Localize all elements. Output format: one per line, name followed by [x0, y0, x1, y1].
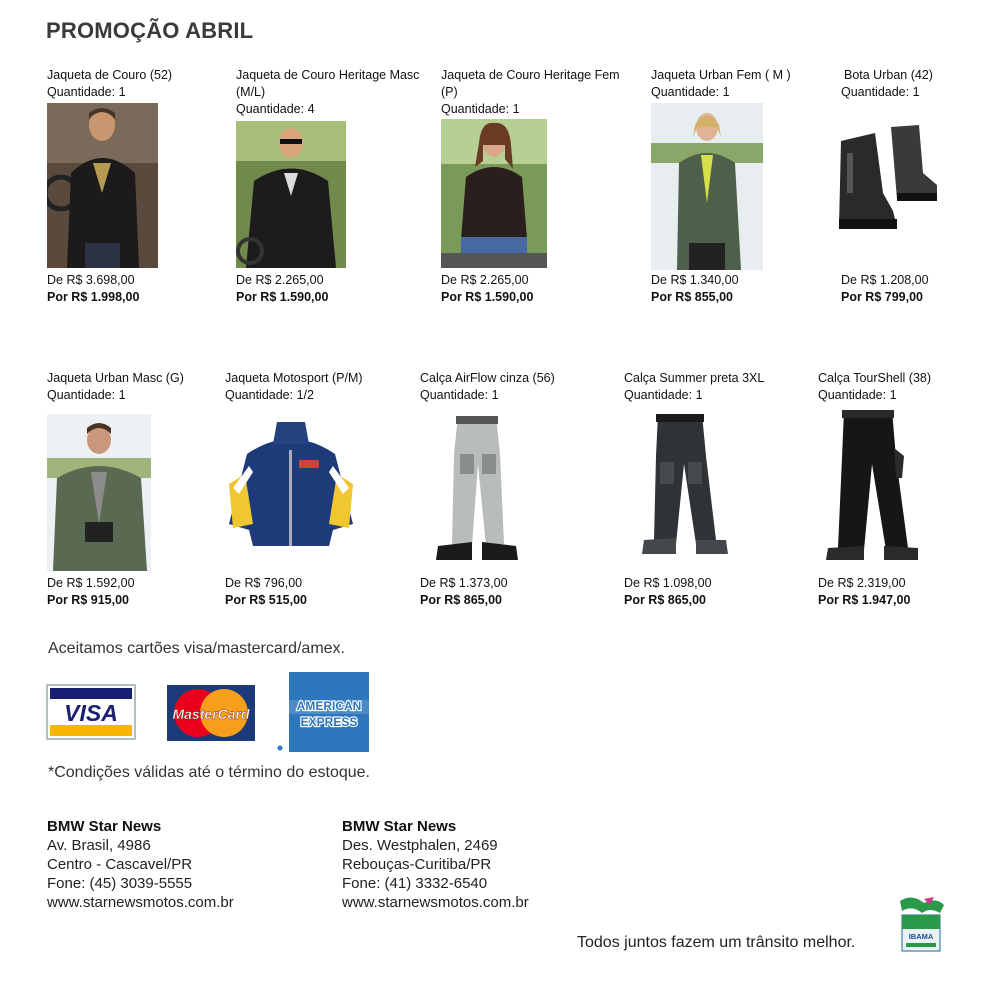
product-quantity: Quantidade: 1 [841, 85, 920, 99]
mastercard-label: MasterCard [172, 706, 250, 722]
store-city: Centro - Cascavel/PR [47, 856, 193, 873]
product-name: Jaqueta de Couro Heritage Fem (P) [441, 68, 620, 99]
product-card[interactable] [441, 67, 631, 304]
product-old-price: De R$ 1.098,00 [624, 576, 712, 590]
product-quantity: Quantidade: 1 [651, 85, 730, 99]
product-new-price: Por R$ 1.998,00 [47, 290, 140, 304]
product-name: Jaqueta Urban Masc (G) [47, 371, 184, 385]
product-quantity: Quantidade: 1 [47, 85, 126, 99]
product-old-price: De R$ 1.592,00 [47, 576, 135, 590]
product-name: Jaqueta de Couro (52) [47, 68, 173, 82]
payment-cards [46, 672, 376, 756]
product-card[interactable] [225, 370, 415, 607]
product-quantity: Quantidade: 1 [47, 388, 126, 402]
amex-label-2: EXPRESS [300, 715, 358, 729]
product-old-price: De R$ 1.340,00 [651, 273, 739, 287]
amex-logo [278, 672, 370, 752]
product-old-price: De R$ 1.208,00 [841, 273, 929, 287]
product-name: Jaqueta Urban Fem ( M ) [651, 68, 791, 82]
product-name: Calça Summer preta 3XL [624, 371, 765, 385]
ibama-logo [894, 895, 948, 955]
amex-label-1: AMERICAN [296, 699, 362, 713]
product-old-price: De R$ 2.265,00 [236, 273, 324, 287]
store-info [342, 817, 529, 912]
slogan: Todos juntos fazem um trânsito melhor. [577, 934, 856, 951]
product-new-price: Por R$ 865,00 [420, 593, 502, 607]
product-new-price: Por R$ 915,00 [47, 593, 129, 607]
product-card[interactable] [47, 370, 237, 607]
ibama-label: IBAMA [908, 932, 934, 941]
product-card[interactable] [624, 370, 814, 607]
product-image [441, 119, 547, 268]
product-quantity: Quantidade: 1/2 [225, 388, 314, 402]
product-name: Calça TourShell (38) [818, 371, 932, 385]
product-card[interactable] [651, 67, 841, 304]
product-image [47, 414, 151, 571]
store-address: Av. Brasil, 4986 [47, 837, 151, 854]
product-image [818, 408, 920, 564]
product-new-price: Por R$ 1.590,00 [236, 290, 329, 304]
mastercard-logo [167, 685, 255, 741]
product-old-price: De R$ 3.698,00 [47, 273, 135, 287]
product-image [651, 103, 763, 270]
product-card[interactable] [420, 370, 610, 607]
product-name: Calça AirFlow cinza (56) [420, 371, 555, 385]
product-image [47, 103, 158, 268]
product-image [624, 412, 736, 562]
store-name: BMW Star News [342, 818, 457, 835]
product-quantity: Quantidade: 1 [818, 388, 897, 402]
store-website[interactable]: www.starnewsmotos.com.br [47, 894, 234, 911]
product-new-price: Por R$ 1.590,00 [441, 290, 534, 304]
conditions-note: *Condições válidas até o término do estoque. [48, 764, 370, 781]
product-image [236, 121, 346, 268]
product-new-price: Por R$ 1.947,00 [818, 593, 911, 607]
product-card[interactable] [841, 67, 961, 304]
store-address: Des. Westphalen, 2469 [342, 837, 498, 854]
store-name: BMW Star News [47, 818, 162, 835]
product-old-price: De R$ 2.319,00 [818, 576, 906, 590]
product-name: Jaqueta de Couro Heritage Masc (M/L) [236, 68, 420, 99]
product-image [420, 414, 532, 564]
product-card[interactable] [47, 67, 237, 304]
product-quantity: Quantidade: 4 [236, 102, 315, 116]
product-card[interactable] [818, 370, 968, 607]
store-city: Rebouças-Curitiba/PR [342, 856, 492, 873]
product-new-price: Por R$ 515,00 [225, 593, 307, 607]
product-image [225, 414, 357, 554]
visa-logo [47, 685, 135, 739]
product-new-price: Por R$ 855,00 [651, 290, 733, 304]
product-old-price: De R$ 2.265,00 [441, 273, 529, 287]
store-phone: Fone: (41) 3332-6540 [342, 875, 488, 892]
store-website[interactable]: www.starnewsmotos.com.br [342, 894, 529, 911]
product-new-price: Por R$ 865,00 [624, 593, 706, 607]
product-new-price: Por R$ 799,00 [841, 290, 923, 304]
store-phone: Fone: (45) 3039-5555 [47, 875, 193, 892]
store-info [47, 817, 234, 912]
payment-accept-text: Aceitamos cartões visa/mastercard/amex. [48, 640, 345, 657]
page-title: PROMOÇÃO ABRIL [46, 18, 254, 43]
product-name: Bota Urban (42) [844, 68, 933, 82]
product-old-price: De R$ 796,00 [225, 576, 303, 590]
visa-label: VISA [64, 700, 118, 726]
product-image [835, 123, 940, 233]
product-old-price: De R$ 1.373,00 [420, 576, 508, 590]
product-quantity: Quantidade: 1 [420, 388, 499, 402]
product-card[interactable] [236, 67, 426, 304]
product-name: Jaqueta Motosport (P/M) [225, 371, 363, 385]
product-quantity: Quantidade: 1 [441, 102, 520, 116]
product-quantity: Quantidade: 1 [624, 388, 703, 402]
